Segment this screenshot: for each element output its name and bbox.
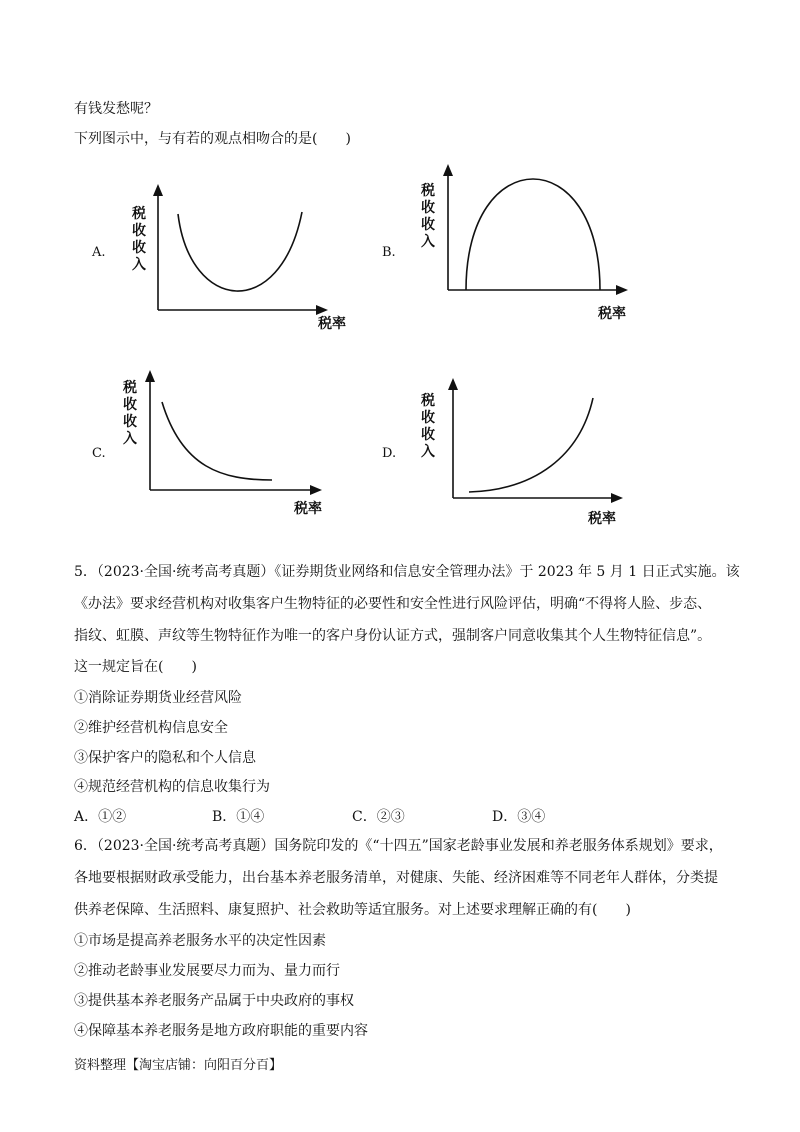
q5-line-4: 这一规定旨在( )	[74, 659, 197, 675]
option-b-label: B.	[382, 245, 396, 260]
q5-line-1: 5．（2023·全国·统考高考真题）《证券期货业网络和信息安全管理办法》于 2023 年 5 月 1 日正式实施。该	[74, 564, 740, 580]
graph-c	[142, 378, 327, 498]
q4-stem: 下列图示中，与有若的观点相吻合的是( )	[74, 131, 351, 147]
graph-a-curve	[178, 212, 302, 291]
q5-choice-c[interactable]: C．②③	[352, 809, 405, 825]
q6-item-2: ②推动老龄事业发展要尽力而为、量力而行	[74, 963, 340, 979]
q6-line-2: 各地要根据财政承受能力，出台基本养老服务清单，对健康、失能、经济困难等不同老年人群体，分类提	[74, 870, 718, 886]
graph-d-curve	[469, 398, 593, 492]
q6-line-3: 供养老保障、生活照料、康复照护、社会救助等适宜服务。对上述要求理解正确的有( )	[74, 902, 631, 918]
graph-c-y-label: 税 收 收 入	[123, 380, 137, 447]
graph-b-y-label: 税 收 收 入	[421, 183, 435, 250]
q5-choice-a[interactable]: A．①②	[74, 809, 127, 825]
q6-line-1: 6．（2023·全国·统考高考真题）国务院印发的《“十四五”国家老龄事业发展和养老服务体系规划》要求，	[74, 838, 723, 854]
graph-b	[440, 172, 630, 297]
q5-item-2: ②维护经营机构信息安全	[74, 720, 228, 736]
q6-item-1: ①市场是提高养老服务水平的决定性因素	[74, 933, 326, 949]
q5-line-2: 《办法》要求经营机构对收集客户生物特征的必要性和安全性进行风险评估，明确“不得将人脸、步态、	[74, 596, 712, 612]
q5-choice-d[interactable]: D．③④	[492, 809, 546, 825]
graph-d-x-label: 税率	[588, 511, 616, 527]
q6-item-3: ③提供基本养老服务产品属于中央政府的事权	[74, 993, 354, 1009]
graph-c-curve	[162, 402, 272, 480]
q5-item-4: ④规范经营机构的信息收集行为	[74, 779, 270, 795]
q5-item-3: ③保护客户的隐私和个人信息	[74, 750, 256, 766]
graph-a-y-label: 税 收 收 入	[132, 206, 146, 273]
q5-item-1: ①消除证券期货业经营风险	[74, 690, 242, 706]
q5-choice-b[interactable]: B．①④	[212, 809, 265, 825]
option-a-label: A.	[92, 245, 106, 260]
graph-b-x-label: 税率	[598, 306, 626, 322]
graph-d	[445, 386, 625, 508]
graph-a	[150, 192, 330, 322]
footer-source: 资料整理【淘宝店铺：向阳百分百】	[74, 1058, 283, 1073]
option-c-label: C.	[92, 446, 106, 461]
graph-d-y-label: 税 收 收 入	[421, 393, 435, 460]
q6-item-4: ④保障基本养老服务是地方政府职能的重要内容	[74, 1023, 368, 1039]
intro-line: 有钱发愁呢？	[74, 101, 158, 117]
graph-a-x-label: 税率	[318, 316, 346, 332]
graph-b-curve	[466, 179, 600, 290]
graph-c-x-label: 税率	[294, 501, 322, 517]
q5-line-3: 指纹、虹膜、声纹等生物特征作为唯一的客户身份认证方式，强制客户同意收集其个人生物特征信息”。	[74, 628, 712, 644]
option-d-label: D.	[382, 446, 397, 461]
